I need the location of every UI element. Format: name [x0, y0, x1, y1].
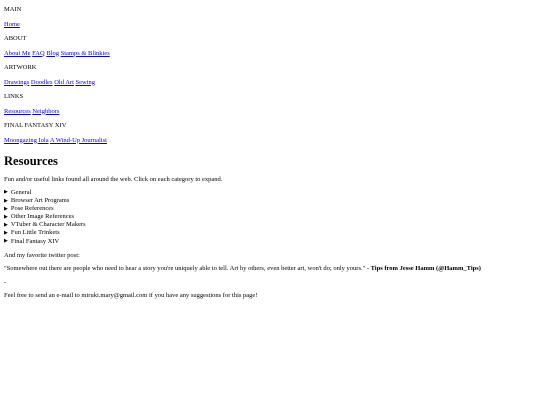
favorite-label: And my favorite twitter post: — [4, 251, 80, 259]
nav-section-ffxiv — [4, 120, 536, 149]
nav-link-old-art[interactable]: Old Art — [54, 78, 74, 86]
nav-link-about-me[interactable]: About Me — [4, 49, 31, 57]
nav-link-blog[interactable]: Blog — [46, 49, 59, 57]
page-title: Resources — [4, 154, 58, 168]
nav-links-links — [4, 106, 536, 121]
nav-link-sewing[interactable]: Sewing — [75, 78, 96, 86]
nav-heading-ffxiv: FINAL FANTASY XIV — [4, 122, 67, 129]
category-label: Browser Art Programs — [10, 197, 70, 205]
main-content — [4, 155, 536, 300]
category-pose-references[interactable] — [4, 205, 536, 213]
nav-link-resources[interactable]: Resources — [4, 107, 31, 115]
nav-link-wind-up-journalist[interactable]: A Wind-Up Journalist — [49, 136, 107, 144]
intro-text: Fun and/or useful links found all around the web. Click on each category to expand. — [4, 175, 223, 183]
nav-link-doodles[interactable]: Doodles — [30, 78, 53, 86]
nav-heading-about: ABOUT — [4, 35, 27, 42]
triangle-right-icon: ▶ — [4, 190, 8, 196]
nav-section-links — [4, 91, 536, 120]
quote-text: "Somewhere out there are people who need to hear a story you're uniquely able to tell. Art by others, even better art, won't do; only yours." — [4, 265, 366, 273]
category-vtuber-character-makers[interactable] — [4, 221, 536, 229]
nav-section-about — [4, 33, 536, 62]
favorite-quote — [4, 265, 536, 272]
nav-links-artwork — [4, 77, 536, 92]
category-label: VTuber & Character Makers — [10, 221, 86, 229]
triangle-right-icon: ▶ — [4, 239, 8, 245]
nav-section-artwork — [4, 62, 536, 91]
nav-link-drawings[interactable]: Drawings — [4, 78, 30, 86]
triangle-right-icon: ▶ — [4, 222, 8, 228]
category-list — [4, 189, 536, 246]
nav-section-main — [4, 4, 536, 33]
category-label: General — [10, 188, 32, 196]
nav-links-main — [4, 19, 536, 34]
quote-author: - Tips from Jesse Hamm (@Hamm_Tips) — [365, 265, 481, 273]
category-general[interactable] — [4, 189, 536, 197]
category-label: Other Image References — [10, 213, 75, 221]
nav-link-home[interactable]: Home — [4, 20, 20, 28]
category-label: Final Fantasy XIV — [10, 237, 60, 245]
nav-link-neighbors[interactable]: Neighbors — [32, 107, 60, 115]
nav-heading-links: LINKS — [4, 93, 24, 100]
category-label: Fun Little Trinkets — [10, 229, 60, 237]
category-fun-little-trinkets[interactable] — [4, 229, 536, 237]
category-final-fantasy-xiv[interactable] — [4, 238, 536, 246]
nav-link-stamps-blinkies[interactable]: Stamps & Blinkies — [60, 49, 110, 57]
nav-link-moongazing-iola[interactable]: Moongazing Iola — [4, 136, 49, 144]
nav-link-faq[interactable]: FAQ — [32, 49, 45, 57]
nav-links-ffxiv — [4, 135, 536, 150]
triangle-right-icon: ▶ — [4, 206, 8, 212]
nav-heading-artwork: ARTWORK — [4, 64, 37, 71]
triangle-right-icon: ▶ — [4, 214, 8, 220]
nav-links-about — [4, 48, 536, 63]
site-nav — [4, 4, 536, 149]
divider: - — [4, 278, 7, 286]
triangle-right-icon: ▶ — [4, 230, 8, 236]
category-browser-art-programs[interactable] — [4, 197, 536, 205]
category-other-image-references[interactable] — [4, 213, 536, 221]
triangle-right-icon: ▶ — [4, 198, 8, 204]
category-label: Pose References — [10, 205, 54, 213]
nav-heading-main: MAIN — [4, 6, 22, 13]
contact-text: Feel free to send an e-mail to miruki.mary@gmail.com if you have any suggestions for this page! — [4, 292, 258, 300]
